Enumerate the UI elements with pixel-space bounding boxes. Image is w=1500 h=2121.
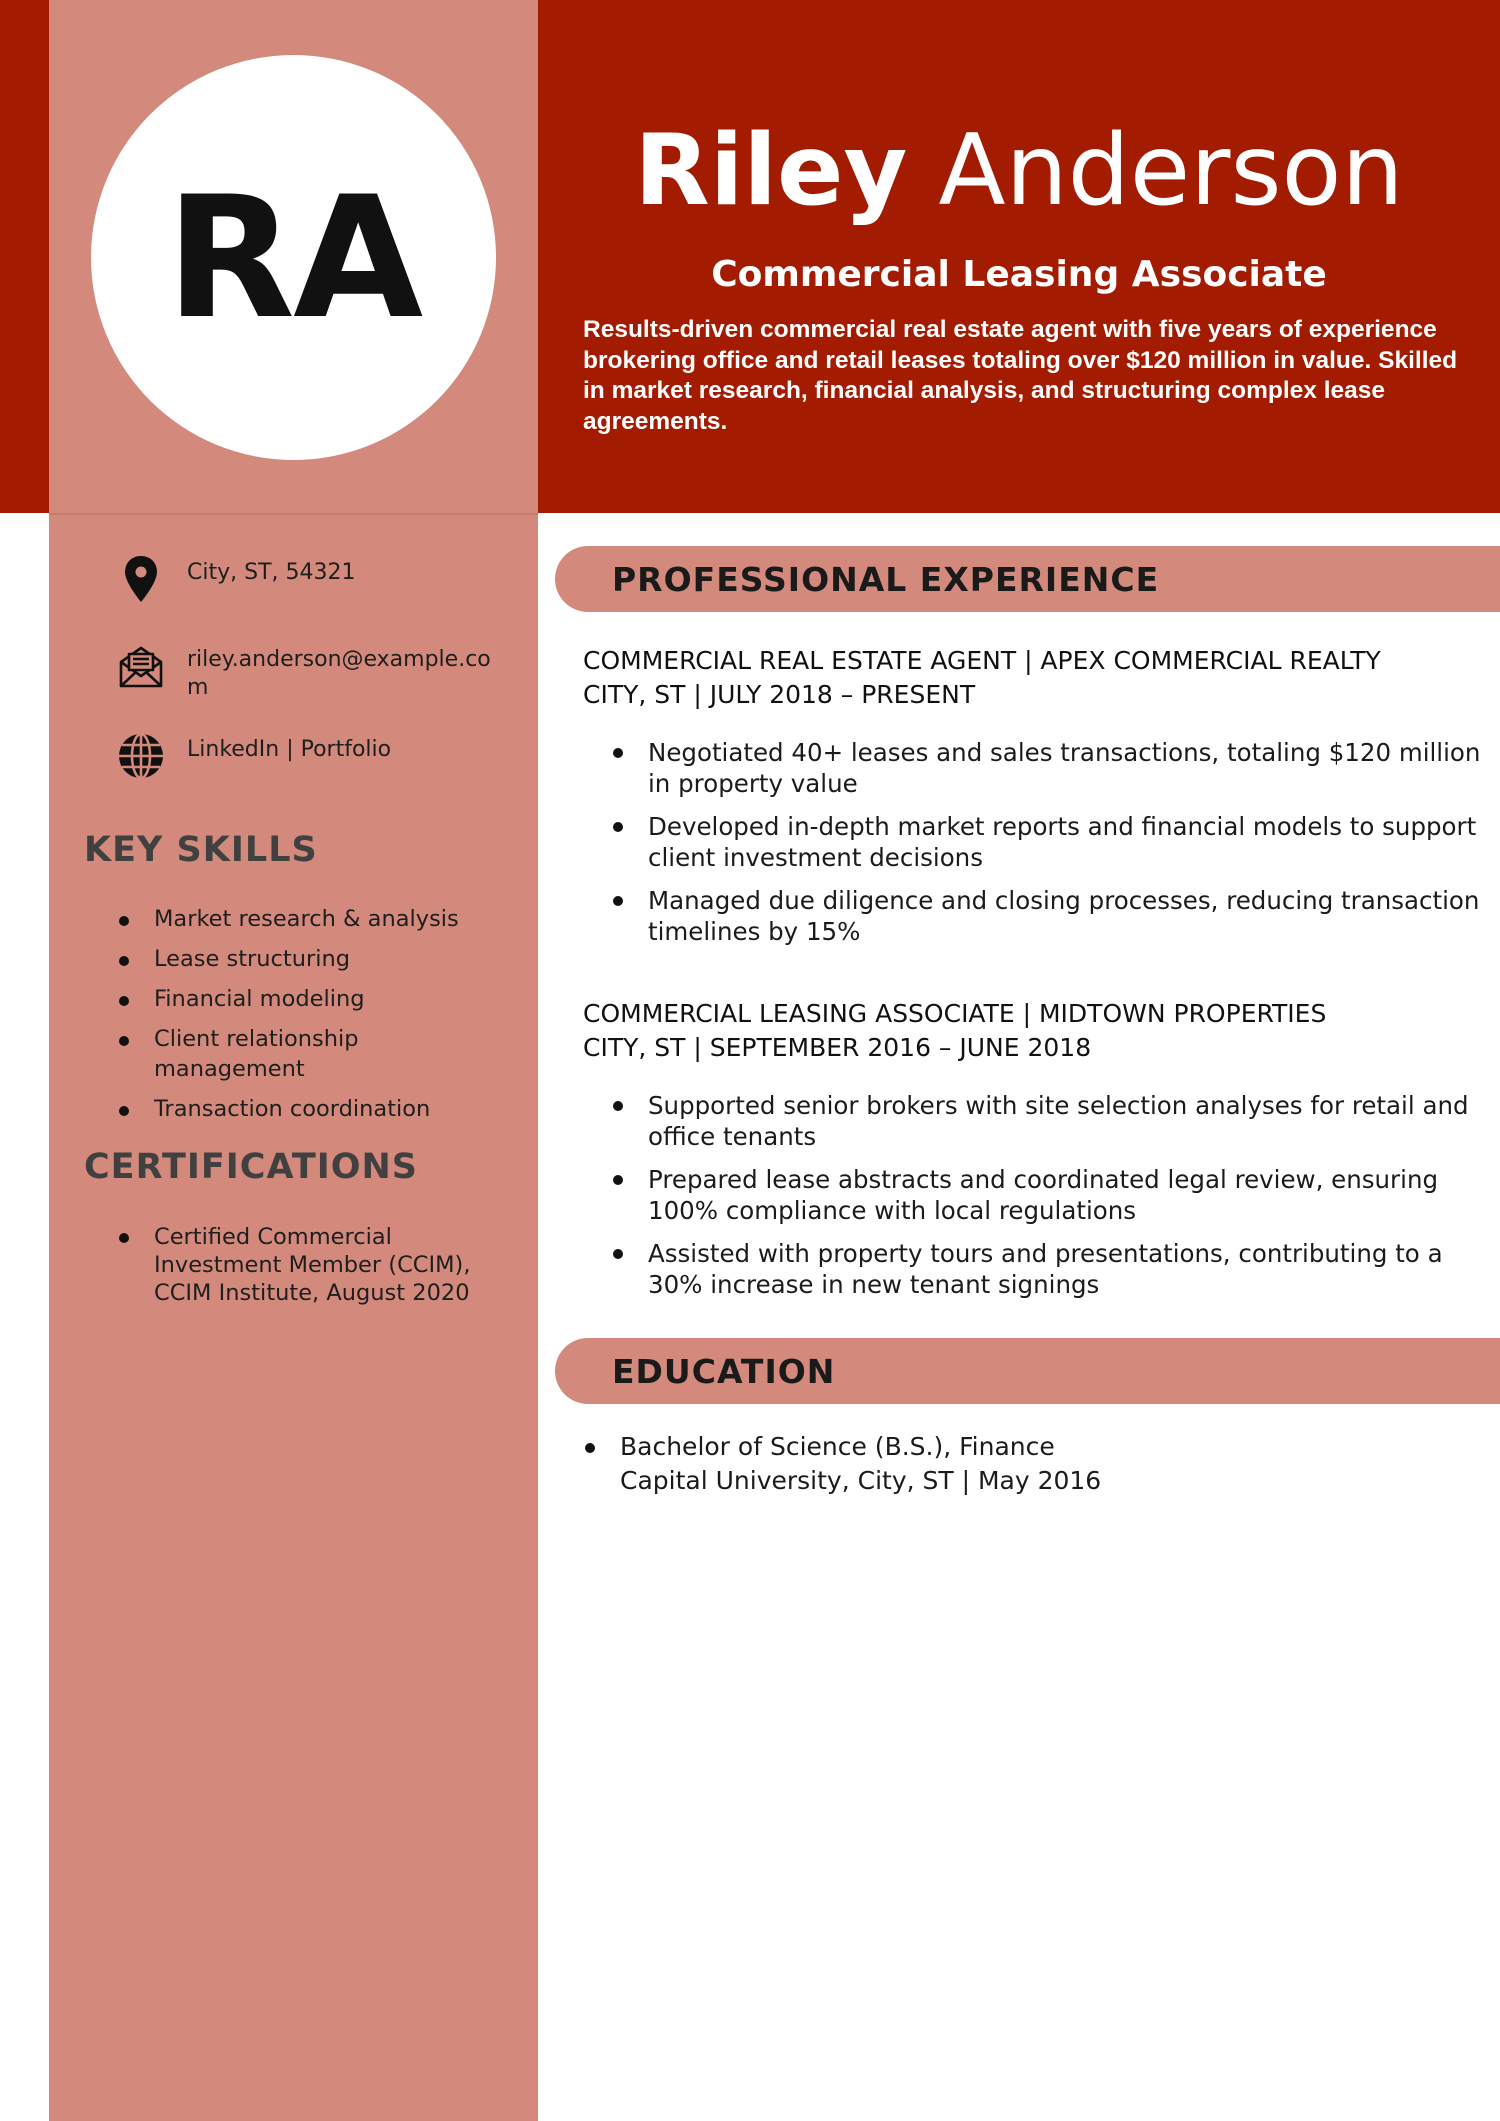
certifications-heading: CERTIFICATIONS [84, 1147, 419, 1187]
education-section-bar [555, 1338, 1500, 1404]
certifications-list [115, 1223, 475, 1307]
job-bullets [611, 737, 1481, 959]
candidate-name [538, 114, 1500, 228]
job-role-company: COMMERCIAL LEASING ASSOCIATE | MIDTOWN PROPERTIES [583, 999, 1327, 1028]
skill-item: Lease structuring [115, 944, 515, 974]
skills-list [115, 904, 515, 1134]
certification-item: Certified Commercial Investment Member (CCIM), CCIM Institute, August 2020 [115, 1223, 475, 1307]
monogram: RA [165, 159, 422, 356]
skill-item: Market research & analysis [115, 904, 515, 934]
education-item [583, 1430, 1463, 1498]
job-location-dates: CITY, ST | JULY 2018 – PRESENT [583, 680, 976, 709]
envelope-icon [115, 640, 167, 692]
skill-item: Financial modeling [115, 984, 515, 1014]
job-bullet: Supported senior brokers with site selection analyses for retail and office tenants [611, 1090, 1481, 1152]
location-text: City, ST, 54321 [187, 560, 356, 585]
job-bullet: Negotiated 40+ leases and sales transactions, totaling $120 million in property value [611, 737, 1481, 799]
map-pin-icon [115, 553, 167, 605]
contact-links[interactable] [115, 730, 497, 782]
globe-icon [115, 730, 167, 782]
job-bullet: Prepared lease abstracts and coordinated legal review, ensuring 100% compliance with local regulations [611, 1164, 1481, 1226]
job-title: Commercial Leasing Associate [711, 254, 1327, 295]
education-list [583, 1430, 1463, 1498]
job-header [583, 997, 1326, 1065]
skills-heading: KEY SKILLS [84, 830, 318, 870]
monogram-badge [91, 55, 496, 460]
skill-item: Client relationship management [115, 1024, 515, 1084]
job-bullet: Managed due diligence and closing processes, reducing transaction timelines by 15% [611, 885, 1481, 947]
job-bullet: Developed in-depth market reports and financial models to support client investment decisions [611, 811, 1481, 873]
job-location-dates: CITY, ST | SEPTEMBER 2016 – JUNE 2018 [583, 1033, 1092, 1062]
job-role-company: COMMERCIAL REAL ESTATE AGENT | APEX COMMERCIAL REALTY [583, 646, 1381, 675]
job-bullet: Assisted with property tours and presentations, contributing to a 30% increase in new tenant signings [611, 1238, 1481, 1300]
experience-heading: PROFESSIONAL EXPERIENCE [612, 560, 1160, 599]
education-heading: EDUCATION [612, 1352, 836, 1391]
skill-item: Transaction coordination [115, 1094, 515, 1124]
education-degree: Bachelor of Science (B.S.), Finance [620, 1432, 1055, 1461]
professional-summary: Results-driven commercial real estate agent with five years of experience brokering office and retail leases totaling over $120 million in value. Skilled in market research, financial analysis, and structuring complex lease agreements. [583, 316, 1458, 435]
contact-location [115, 553, 497, 605]
job-bullets [611, 1090, 1481, 1312]
links-text[interactable]: LinkedIn | Portfolio [187, 737, 392, 762]
sidebar-divider [49, 513, 538, 515]
last-name: Anderson [938, 114, 1404, 228]
education-school: Capital University, City, ST | May 2016 [620, 1466, 1102, 1495]
experience-section-bar [555, 546, 1500, 612]
email-text[interactable]: riley.anderson@example.com [187, 647, 491, 700]
first-name: Riley [634, 114, 908, 228]
job-header [583, 644, 1381, 712]
contact-email[interactable] [115, 640, 497, 702]
